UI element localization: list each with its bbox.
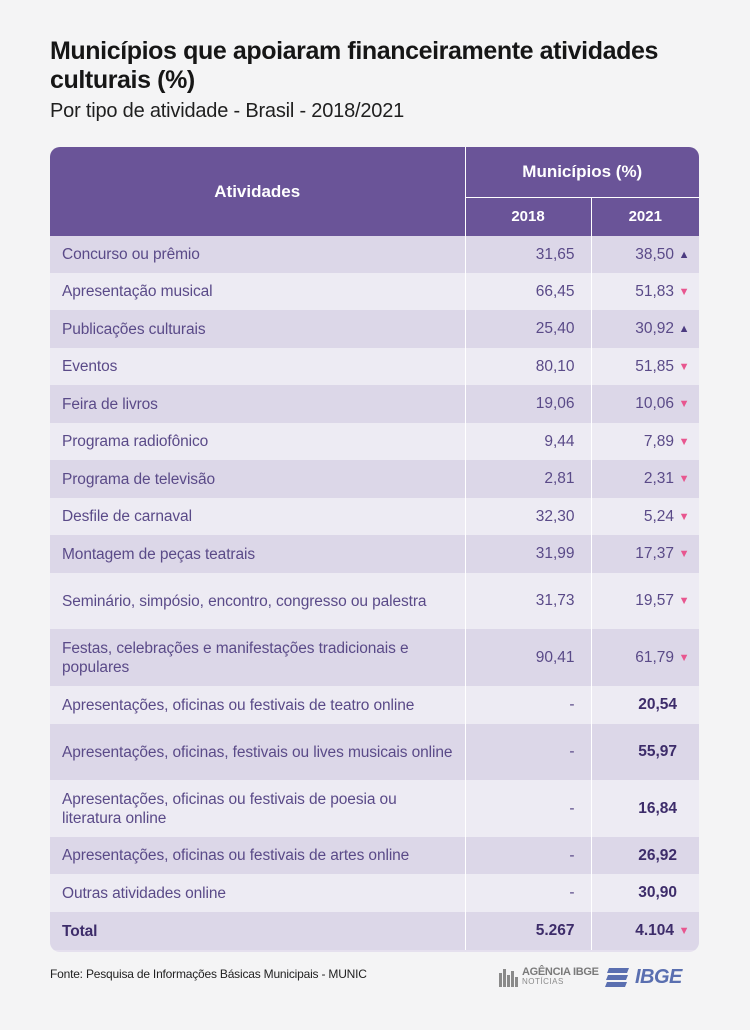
triangle-down-icon: ▼ [678, 398, 690, 410]
table-row [50, 498, 699, 535]
value-2021-cell [591, 780, 699, 837]
value-2021: 30,90 [638, 884, 678, 901]
total-2021: 4.104 [635, 922, 675, 939]
value-2021-cell [591, 236, 699, 273]
value-2018-cell: 66,45 [465, 273, 591, 310]
activity-cell: Publicações culturais [50, 310, 465, 348]
value-2018-cell: - [465, 724, 591, 780]
value-2018-cell: 32,30 [465, 498, 591, 535]
page-title: Municípios que apoiaram financeiramente atividades culturais (%) [50, 37, 658, 94]
value-2021: 5,24 [643, 507, 675, 525]
agencia-mark-icon [499, 967, 519, 987]
total-2021-cell [591, 912, 699, 950]
activity-cell: Concurso ou prêmio [50, 236, 465, 273]
activity-cell: Apresentações, oficinas ou festivais de teatro online [50, 686, 465, 724]
table-row [50, 686, 699, 724]
value-2021: 38,50 [635, 245, 675, 263]
value-2021-cell [591, 629, 699, 686]
value-2021: 10,06 [635, 395, 675, 412]
source-note: Fonte: Pesquisa de Informações Básicas Municipais - MUNIC [50, 967, 367, 981]
value-2021: 30,92 [635, 320, 675, 337]
activity-cell: Apresentações, oficinas ou festivais de artes online [50, 837, 465, 874]
value-2021: 19,57 [635, 592, 675, 609]
table-row [50, 236, 699, 273]
triangle-down-icon: ▼ [678, 435, 690, 448]
triangle-down-icon: ▼ [678, 473, 690, 485]
total-2018: 5.267 [465, 912, 591, 950]
triangle-down-icon: ▼ [678, 548, 690, 560]
value-2018-cell: - [465, 686, 591, 724]
value-2021-cell [591, 686, 699, 724]
table-row [50, 423, 699, 460]
value-2021: 2,31 [643, 470, 675, 487]
activity-cell: Apresentações, oficinas, festivais ou lives musicais online [50, 724, 465, 780]
value-2018-cell: 31,65 [465, 236, 591, 273]
page-subtitle: Por tipo de atividade - Brasil - 2018/2021 [50, 100, 405, 122]
value-2021-cell [591, 460, 699, 498]
value-2021-cell [591, 724, 699, 780]
table-row [50, 385, 699, 423]
activity-cell: Feira de livros [50, 385, 465, 423]
value-2018-cell: 19,06 [465, 385, 591, 423]
value-2018-cell: 31,73 [465, 573, 591, 629]
value-2021: 17,37 [635, 545, 675, 562]
value-2021: 55,97 [638, 743, 678, 760]
header-municipios: Municípios (%) [465, 147, 699, 197]
value-2021: 61,79 [635, 648, 675, 666]
agencia-ibge-logo [499, 964, 599, 990]
table-row [50, 348, 699, 385]
table-row [50, 724, 699, 780]
table-body [50, 236, 699, 950]
value-2021-cell [591, 348, 699, 385]
activity-cell: Programa radiofônico [50, 423, 465, 460]
value-2018-cell: 2,81 [465, 460, 591, 498]
value-2021-cell [591, 423, 699, 460]
value-2018-cell: - [465, 837, 591, 874]
table-row [50, 535, 699, 573]
header-activities: Atividades [50, 147, 465, 236]
ibge-logo-text: IBGE [635, 965, 682, 988]
agencia-logo-subtitle: NOTÍCIAS [522, 977, 564, 986]
value-2018-cell: - [465, 780, 591, 837]
value-2021-cell [591, 573, 699, 629]
triangle-up-icon: ▲ [678, 323, 690, 335]
value-2021-cell [591, 385, 699, 423]
value-2021-cell [591, 837, 699, 874]
activity-cell: Montagem de peças teatrais [50, 535, 465, 573]
value-2021: 26,92 [638, 846, 678, 864]
value-2018-cell: 80,10 [465, 348, 591, 385]
value-2021: 20,54 [638, 696, 678, 713]
activity-cell: Outras atividades online [50, 874, 465, 912]
value-2018-cell: - [465, 874, 591, 912]
activity-cell: Eventos [50, 348, 465, 385]
activity-cell: Seminário, simpósio, encontro, congresso ou palestra [50, 573, 465, 629]
header-year-2021: 2021 [591, 197, 699, 236]
table-row [50, 780, 699, 837]
triangle-down-icon: ▼ [678, 651, 690, 664]
ibge-logo [605, 963, 682, 991]
activity-cell: Apresentações, oficinas ou festivais de poesia ou literatura online [50, 780, 465, 837]
triangle-down-icon: ▼ [678, 925, 690, 937]
activity-cell: Desfile de carnaval [50, 498, 465, 535]
value-2021-cell [591, 874, 699, 912]
ibge-flag-icon [605, 966, 631, 988]
triangle-up-icon: ▲ [678, 248, 690, 261]
value-2021-cell [591, 310, 699, 348]
triangle-down-icon: ▼ [678, 285, 690, 298]
data-table [50, 147, 699, 950]
data-table-container [50, 147, 699, 952]
value-2021: 7,89 [643, 432, 675, 450]
value-2021: 16,84 [638, 799, 678, 817]
value-2018-cell: 9,44 [465, 423, 591, 460]
table-row [50, 874, 699, 912]
value-2021-cell [591, 273, 699, 310]
agencia-logo-title: AGÊNCIA IBGE [522, 966, 599, 978]
triangle-down-icon: ▼ [678, 595, 690, 607]
activity-cell: Programa de televisão [50, 460, 465, 498]
activity-cell: Festas, celebrações e manifestações tradicionais e populares [50, 629, 465, 686]
total-row [50, 912, 699, 950]
value-2018-cell: 25,40 [465, 310, 591, 348]
table-row [50, 837, 699, 874]
value-2018-cell: 31,99 [465, 535, 591, 573]
value-2021-cell [591, 498, 699, 535]
table-row [50, 310, 699, 348]
table-row [50, 460, 699, 498]
total-label: Total [50, 912, 465, 950]
table-row [50, 573, 699, 629]
header-year-2018: 2018 [465, 197, 591, 236]
value-2021: 51,85 [635, 357, 675, 375]
table-row [50, 273, 699, 310]
value-2021: 51,83 [635, 282, 675, 300]
table-row [50, 629, 699, 686]
triangle-down-icon: ▼ [678, 510, 690, 523]
activity-cell: Apresentação musical [50, 273, 465, 310]
value-2021-cell [591, 535, 699, 573]
triangle-down-icon: ▼ [678, 360, 690, 373]
value-2018-cell: 90,41 [465, 629, 591, 686]
